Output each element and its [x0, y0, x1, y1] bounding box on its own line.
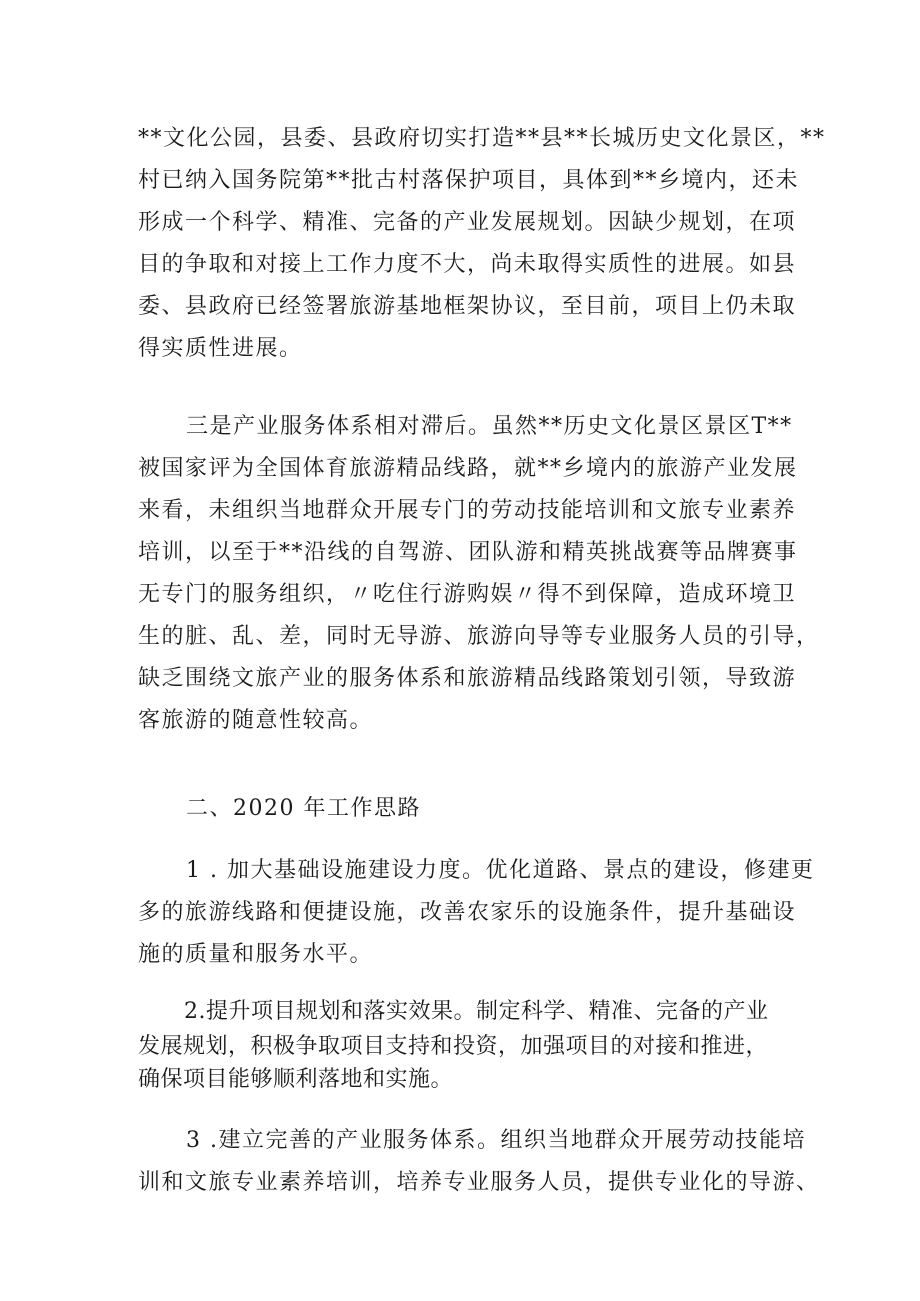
text-line: 训和文旅专业素养培训，培养专业服务人员，提供专业化的导游、: [138, 1170, 820, 1195]
text-line: 3 .建立完善的产业服务体系。组织当地群众开展劳动技能培: [186, 1128, 806, 1153]
text-line: 多的旅游线路和便捷设施，改善农家乐的设施条件，提升基础设: [138, 900, 797, 925]
text-line: 村已纳入国务院第**批古村落保护项目，具体到**乡境内，还未: [138, 168, 800, 193]
list-item-2: [138, 994, 798, 1096]
text-line: 生的脏、乱、差，同时无导游、旅游向导等专业服务人员的引导，: [138, 624, 820, 649]
text-line: 1 . 加大基础设施建设力度。优化道路、景点的建设，修建更: [186, 858, 815, 883]
text-line: 得实质性进展。: [138, 336, 303, 361]
text-line: 发展规划，积极争取项目支持和投资，加强项目的对接和推进，: [138, 1034, 769, 1059]
text-line: 2.提升项目规划和落实效果。制定科学、精准、完备的产业: [184, 999, 769, 1024]
text-line: 培训，以至于**沿线的自驾游、团队游和精英挑战赛等品牌赛事: [138, 540, 798, 565]
text-line: 形成一个科学、精准、完备的产业发展规划。因缺少规划，在项: [138, 210, 797, 235]
text-line: 无专门的服务组织，〃吃住行游购娱〃得不到保障，造成环境卫: [138, 582, 797, 607]
list-item-3: [138, 1120, 820, 1204]
paragraph-2: [138, 406, 820, 742]
text-line: 委、县政府已经签署旅游基地框架协议，至目前，项目上仍未取: [138, 294, 797, 319]
text-line: 施的质量和服务水平。: [138, 942, 374, 967]
text-line: 确保项目能够顺利落地和实施。: [138, 1067, 454, 1092]
text-line: 目的争取和对接上工作力度不大，尚未取得实质性的进展。如县: [138, 252, 797, 277]
list-item-1: [138, 850, 815, 976]
text-line: 被国家评为全国体育旅游精品线路，就**乡境内的旅游产业发展: [138, 456, 798, 481]
paragraph-1: [138, 118, 826, 370]
text-line: 缺乏围绕文旅产业的服务体系和旅游精品线路策划引领，导致游: [138, 666, 797, 691]
section-heading: [138, 788, 798, 830]
text-line: **文化公园，县委、县政府切实打造**县**长城历史文化景区，**: [138, 126, 826, 151]
text-line: 来看，未组织当地群众开展专门的劳动技能培训和文旅专业素养: [138, 498, 797, 523]
heading-text: 二、2020 年工作思路: [186, 796, 421, 821]
text-line: 客旅游的随意性较高。: [138, 708, 374, 733]
text-line: 三是产业服务体系相对滞后。虽然**历史文化景区景区T**: [186, 414, 793, 439]
